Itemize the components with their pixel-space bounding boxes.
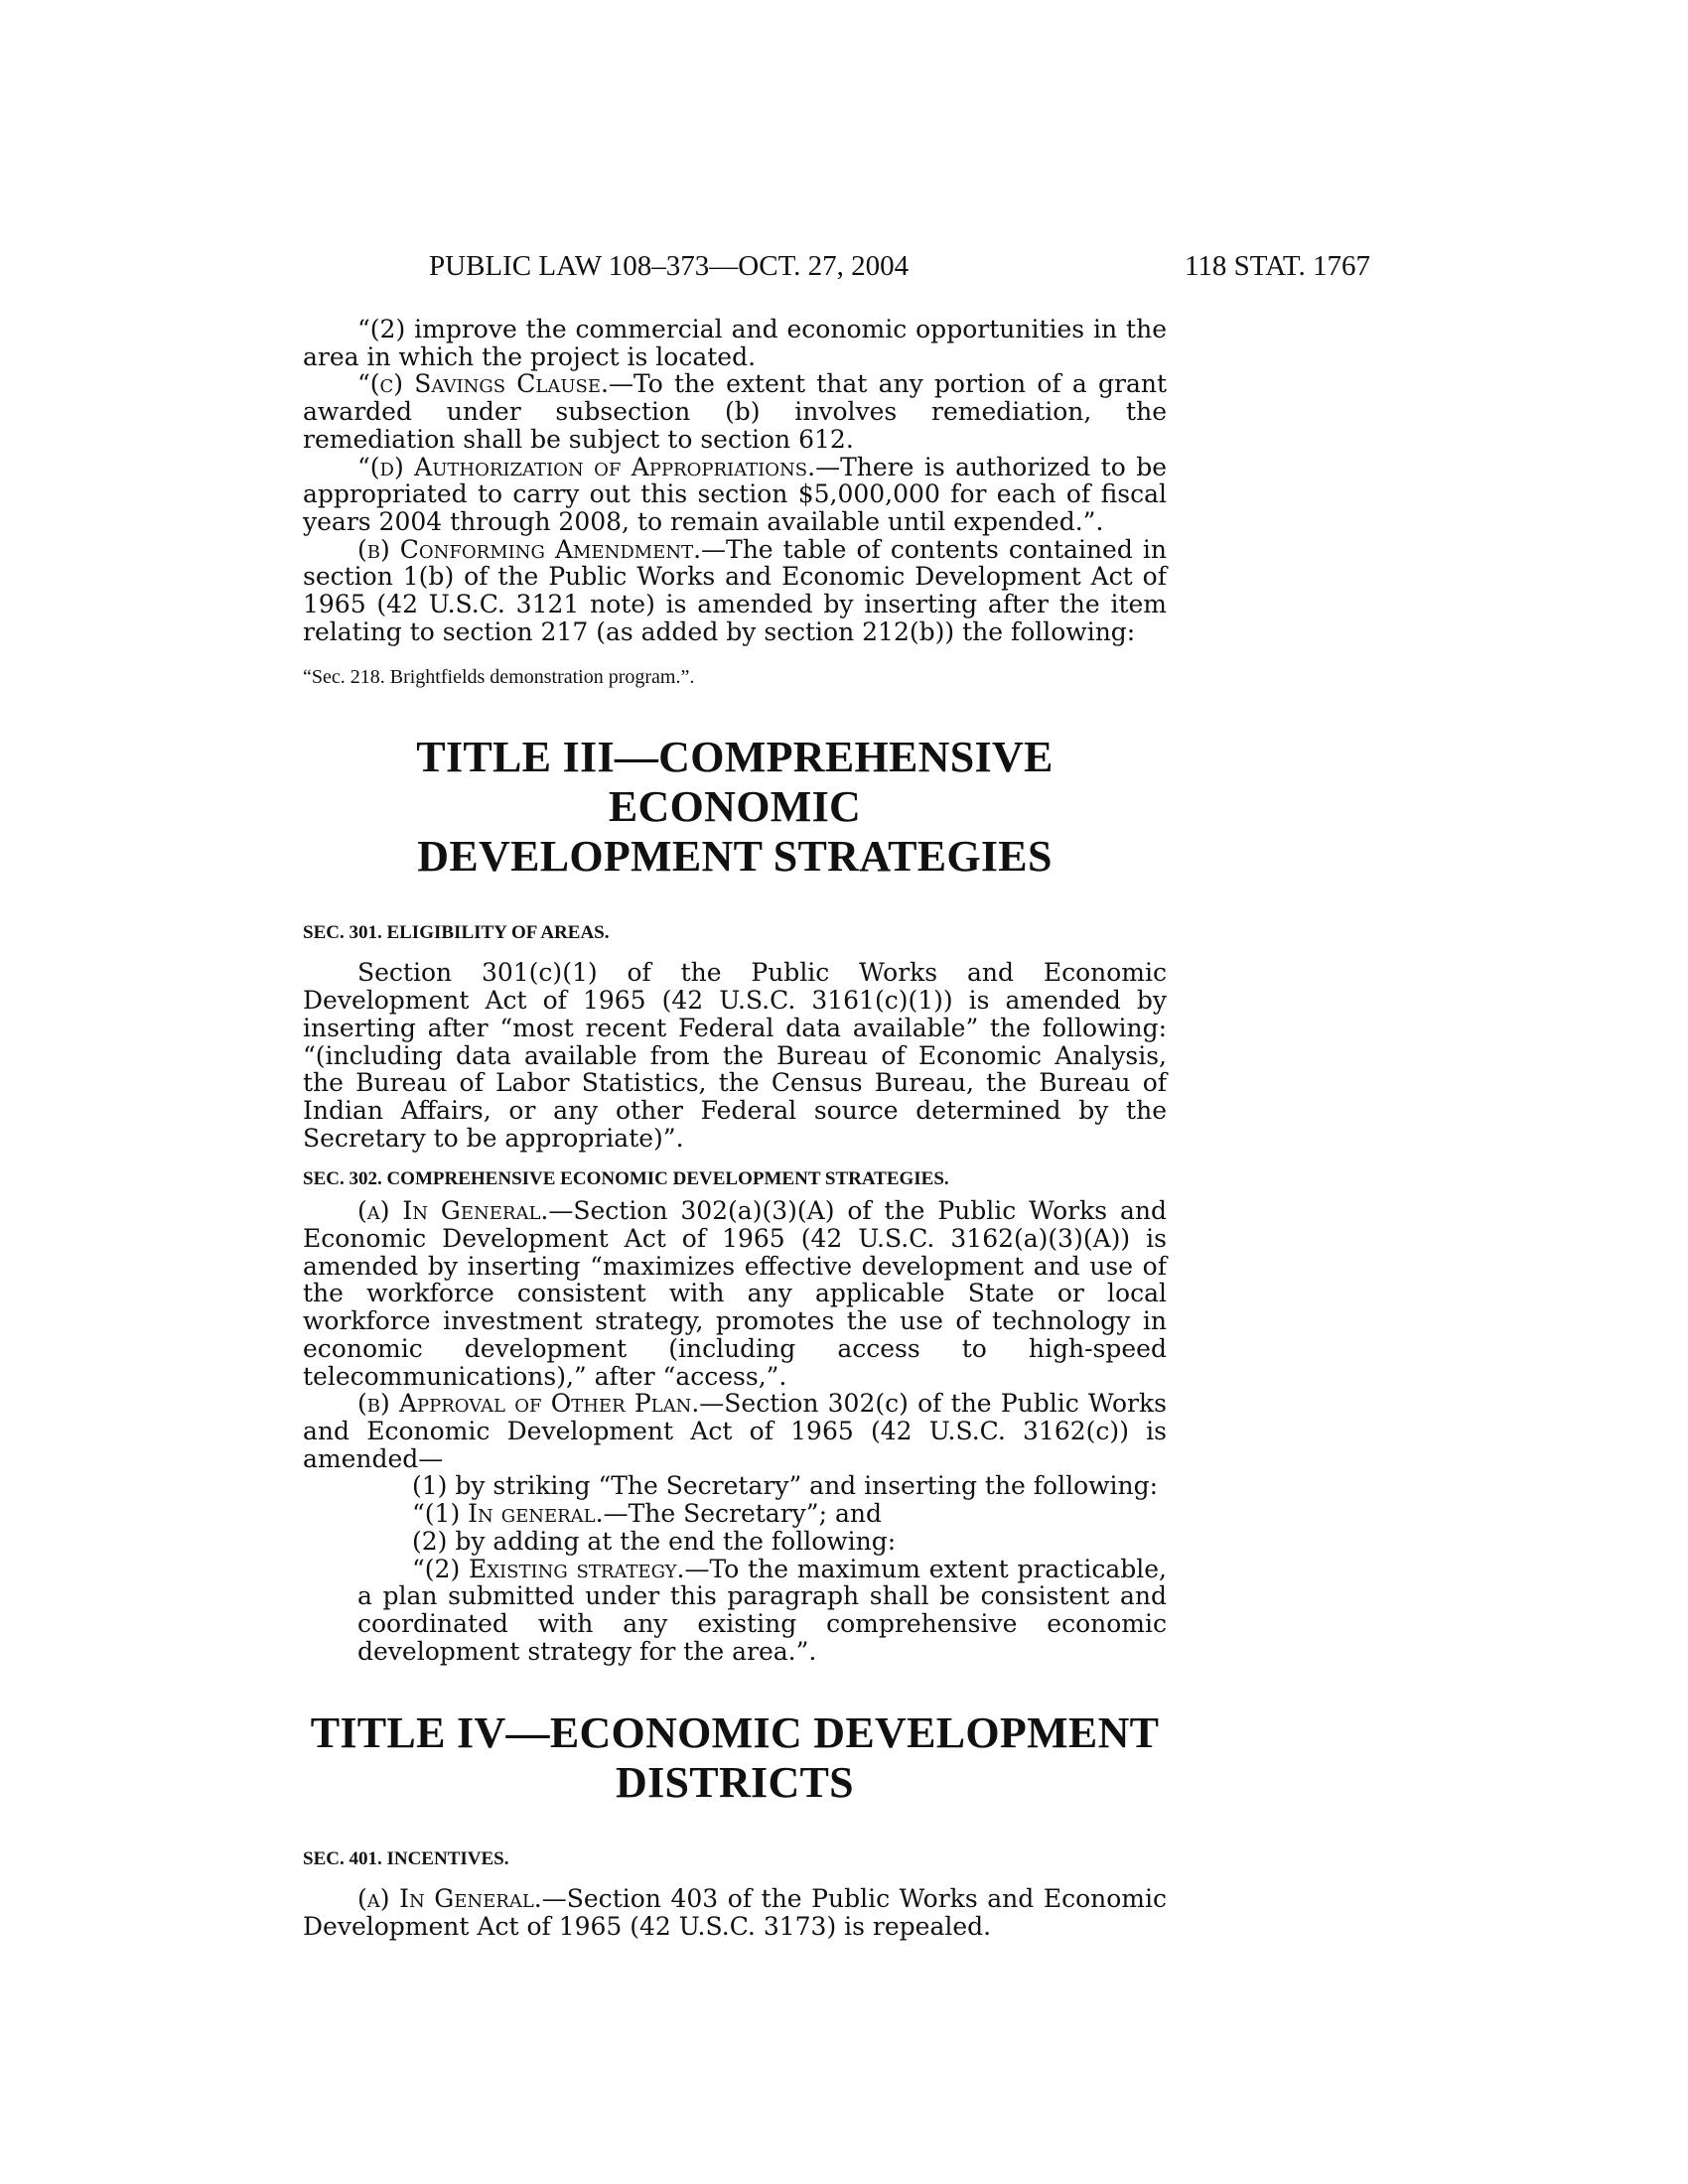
label-in-general-401: (a) In General. — [357, 1884, 542, 1914]
label-savings-clause: “(c) Savings Clause. — [357, 369, 609, 399]
section-401-heading: SEC. 401. INCENTIVES. — [303, 1848, 509, 1870]
running-head — [298, 250, 1370, 290]
running-head-law: PUBLIC LAW 108–373—OCT. 27, 2004 — [429, 250, 910, 282]
section-302-item-2-quote: “(2) Existing strategy.—To the maximum extent practicable, a plan submitted under this paragraph shall be consistent and coordinated with any existing comprehensive economic development strategy for the area.”. — [357, 1554, 1167, 1666]
section-302-b: (b) Approval of Other Plan.—Section 302(c) of the Public Works and Economic Development Act of 1965 (42 U.S.C. 3162(c)) is amended— — [303, 1389, 1167, 1473]
toc-entry: “Sec. 218. Brightfields demonstration program.”. — [303, 666, 695, 689]
section-302-item-2: (2) by adding at the end the following: — [412, 1526, 897, 1556]
title-iv-heading: TITLE IV—ECONOMIC DEVELOPMENT DISTRICTS — [310, 1708, 1160, 1808]
paragraph-savings-clause: “(c) Savings Clause.—To the extent that any portion of a grant awarded under subsection (b) involves remediation, the remediation shall be subject to section 612. — [303, 369, 1168, 454]
label-approval-other-plan: (b) Approval of Other Plan. — [357, 1389, 700, 1419]
section-301-text: Section 301(c)(1) of the Public Works and Economic Development Act of 1965 (42 U.S.C. 3161(c)(1)) is amended by inserting after “most recent Federal data available” the following: “(including data available from the Bureau of Economic Analysis, the Bureau of Labor Statistics, the Census Bureau, the Bureau of Indian Affairs, or any other Federal source determined by the Secretary to be appropriate)”. — [303, 958, 1167, 1153]
paragraph-conforming-amendment: (b) Conforming Amendment.—The table of contents contained in section 1(b) of the Public Works and Economic Development Act of 1965 (42 U.S.C. 3121 note) is amended by inserting after the item relating to section 217 (as added by section 212(b)) the following: — [303, 534, 1167, 646]
title-iii-heading: TITLE III—COMPREHENSIVE ECONOMIC DEVELOPMENT STRATEGIES — [416, 733, 1054, 882]
label-in-general: (a) In General. — [357, 1196, 549, 1226]
label-authorization: “(d) Authorization of Appropriations. — [357, 452, 816, 481]
section-302-heading: SEC. 302. COMPREHENSIVE ECONOMIC DEVELOPMENT STRATEGIES. — [303, 1168, 949, 1190]
body-column — [303, 316, 1167, 1941]
section-301-heading: SEC. 301. ELIGIBILITY OF AREAS. — [303, 922, 610, 944]
label-conforming-amendment: (b) Conforming Amendment. — [357, 534, 702, 564]
paragraph-item-2: “(2) improve the commercial and economic opportunities in the area in which the project is located. — [303, 315, 1167, 371]
section-401-a: (a) In General.—Section 403 of the Public Works and Economic Development Act of 1965 (42 U.S.C. 3173) is repealed. — [303, 1884, 1167, 1942]
paragraph-authorization: “(d) Authorization of Appropriations.—There is authorized to be appropriated to carry out this section $5,000,000 for each of fiscal years 2004 through 2008, to remain available until expended.”. — [303, 452, 1167, 536]
section-302-a: (a) In General.—Section 302(a)(3)(A) of the Public Works and Economic Development Act of 1965 (42 U.S.C. 3162(a)(3)(A)) is amended by inserting “maximizes effective development and use of the workforce consistent with any applicable State or local workforce investment strategy, promotes the use of technology in economic development (including access to high-speed telecommunications),” after “access,”. — [303, 1196, 1167, 1391]
section-302-item-1-quote: “(1) In general.—The Secretary”; and — [412, 1499, 882, 1529]
running-head-stat: 118 STAT. 1767 — [1185, 250, 1370, 282]
section-302-item-1: (1) by striking “The Secretary” and inserting the following: — [412, 1471, 1159, 1501]
